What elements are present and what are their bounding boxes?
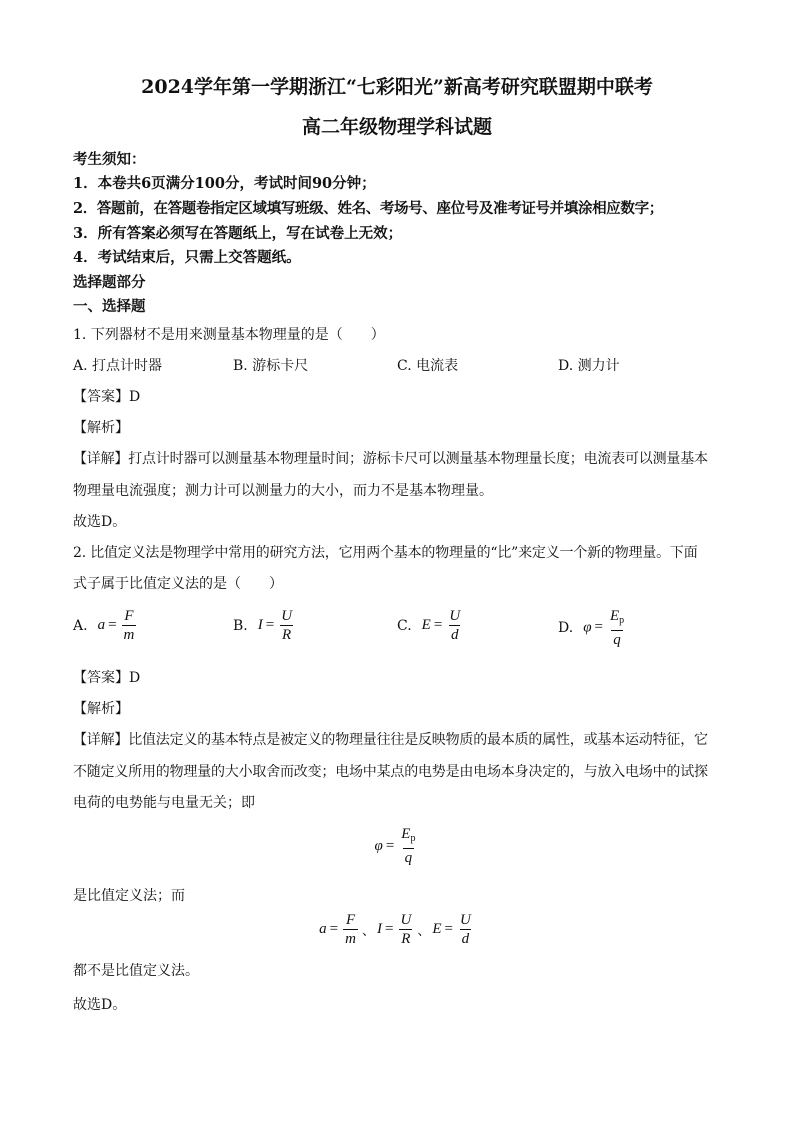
q2-option-d-letter: D. xyxy=(558,620,574,636)
fraction-numerator: F xyxy=(124,608,134,624)
notice-item-2: 2．答题前，在答题卷指定区域填写班级、姓名、考场号、座位号及准考证号并填涂相应数字； xyxy=(73,200,663,217)
q2-conclusion: 故选D。 xyxy=(73,997,127,1013)
numerator-symbol: E xyxy=(401,826,411,842)
q2-formula-potential: φ = $\frac{E_p}{q}$ xyxy=(374,826,416,866)
q2-option-c-letter: C. xyxy=(397,617,412,634)
formula-lhs: E xyxy=(421,616,431,633)
q2-option-a-formula: a = $\frac{F}{m}$ xyxy=(97,608,135,643)
q2-option-b-formula: I = $\frac{U}{R}$ xyxy=(257,608,293,643)
exam-subtitle: 高二年级物理学科试题 xyxy=(301,116,492,138)
q2-option-c-formula: E = $\frac{U}{d}$ xyxy=(421,608,461,643)
fraction-denominator: R xyxy=(401,931,411,947)
fraction xyxy=(343,912,358,947)
notice-item-4: 4．考试结束后，只需上交答题纸。 xyxy=(73,249,301,266)
q1-answer: 【答案】D xyxy=(73,389,141,405)
formula-lhs: φ xyxy=(583,619,592,636)
notice-heading: 考生须知： xyxy=(73,151,146,168)
fraction-denominator: m xyxy=(123,627,135,643)
formula-lhs: I xyxy=(257,616,263,633)
fraction xyxy=(608,608,626,648)
notice-item-1: 1．本卷共6页满分100分，考试时间90分钟； xyxy=(73,175,376,192)
q1-option-b: B. 游标卡尺 xyxy=(233,358,309,374)
q2-detail-line-3: 电荷的电势能与电量无关；即 xyxy=(73,795,255,811)
q2-mid-text: 是比值定义法；而 xyxy=(73,888,185,904)
q1-option-d: D. 测力计 xyxy=(558,358,620,374)
fraction xyxy=(279,608,294,643)
q2-answer: 【答案】D xyxy=(73,670,141,686)
q1-option-a: A. 打点计时器 xyxy=(73,358,163,374)
fraction xyxy=(398,912,413,947)
fraction-numerator xyxy=(399,826,417,848)
fraction-numerator xyxy=(608,608,626,630)
fraction-numerator: F xyxy=(345,912,356,928)
fraction-denominator: R xyxy=(282,627,292,643)
q2-option-b-letter: B. xyxy=(233,617,248,634)
q2-detail-line-1: 【详解】比值法定义的基本特点是被定义的物理量往往是反映物质的最本质的属性，或基本运动特征，它 xyxy=(73,732,708,748)
fraction xyxy=(458,912,473,947)
fraction-numerator: U xyxy=(459,912,471,928)
formula-lhs: a xyxy=(319,921,327,937)
fraction xyxy=(399,826,417,866)
fraction-numerator: U xyxy=(400,912,412,928)
fraction-numerator: U xyxy=(449,608,461,624)
numerator-symbol: E xyxy=(609,608,620,624)
numerator-subscript: p xyxy=(410,833,416,844)
q2-formula-group: a = $\frac{F}{m}$ 、 I = $\frac{U}{R}$ 、 E = $\frac{U}{d}$ xyxy=(319,912,471,947)
numerator-subscript: p xyxy=(619,615,625,626)
fraction-numerator: U xyxy=(281,608,293,624)
q1-detail-line-1: 【详解】打点计时器可以测量基本物理量时间；游标卡尺可以测量基本物理量长度；电流表可以测量基本 xyxy=(73,451,708,467)
q1-stem: 1. 下列器材不是用来测量基本物理量的是（ ） xyxy=(73,327,385,343)
fraction xyxy=(447,608,462,643)
formula-lhs: φ xyxy=(374,837,383,854)
q2-option-b xyxy=(233,608,296,643)
q2-option-a xyxy=(73,608,138,643)
q2-option-a-letter: A. xyxy=(73,617,88,634)
formula-lhs: a xyxy=(97,616,106,633)
q2-detail-line-2: 不随定义所用的物理量的大小取舍而改变；电场中某点的电势是由电场本身决定的，与放入电场中的试探 xyxy=(73,764,708,780)
q2-option-c xyxy=(397,608,464,643)
notice-item-3: 3．所有答案必须写在答题纸上，写在试卷上无效； xyxy=(73,225,403,242)
q2-option-d-formula: φ = $\frac{E_p}{q}$ xyxy=(583,608,625,648)
fraction xyxy=(122,608,137,643)
fraction-denominator: m xyxy=(345,931,356,947)
fraction-denominator: q xyxy=(613,632,621,648)
fraction-denominator: d xyxy=(461,931,470,947)
q1-conclusion: 故选D。 xyxy=(73,514,127,530)
formula-separator: 、 xyxy=(361,924,375,939)
q1-analysis-label: 【解析】 xyxy=(73,420,129,436)
exam-title: 2024学年第一学期浙江“七彩阳光”新高考研究联盟期中联考 xyxy=(141,76,653,98)
fraction-denominator: q xyxy=(404,850,413,866)
formula-lhs: E xyxy=(432,921,442,937)
q2-analysis-label: 【解析】 xyxy=(73,701,129,717)
section-heading: 一、选择题 xyxy=(73,298,146,315)
q2-option-d xyxy=(558,608,628,648)
part-heading: 选择题部分 xyxy=(73,274,146,291)
q2-after-text: 都不是比值定义法。 xyxy=(73,963,199,979)
q2-stem-line-2: 式子属于比值定义法的是（ ） xyxy=(73,576,283,592)
formula-lhs: I xyxy=(377,921,382,937)
formula-separator: 、 xyxy=(417,924,431,939)
fraction-denominator: d xyxy=(450,627,459,643)
q2-stem-line-1: 2. 比值定义法是物理学中常用的研究方法，它用两个基本的物理量的“比”来定义一个新的物理量。下面 xyxy=(73,545,698,561)
q1-option-c: C. 电流表 xyxy=(397,358,459,374)
q1-detail-line-2: 物理量电流强度；测力计可以测量力的大小，而力不是基本物理量。 xyxy=(73,483,493,499)
